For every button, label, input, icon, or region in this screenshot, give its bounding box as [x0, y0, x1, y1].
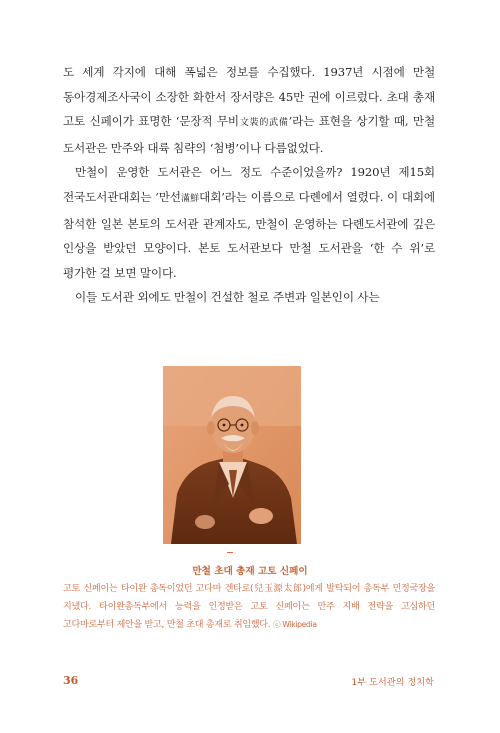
paragraph-2-text-a: 만철이 운영한 도서관은 어느 정도 수준이었을까? 1920년 제15회 전국도서관대회는 ‘만선 [63, 165, 435, 204]
paragraph-1-hanja: 文裝的武備 [238, 118, 289, 129]
page-number: 36 [63, 674, 79, 687]
portrait-photo [163, 366, 301, 544]
paragraph-2 [63, 160, 435, 285]
caption-title: 만철 초대 총재 고토 신페이 [192, 566, 308, 577]
caption-text: 고토 신페이는 타이완 총독이었던 고다마 겐타로(兒玉源太郎)에게 발탁되어 총독부 민정국장을 지냈다. 타이완총독부에서 능력을 인정받은 고토 신페이는 만주 지배 전략을 고심하던 고다마로부터 제안을 받고, 만철 초대 총재로 취임했다. [63, 584, 435, 630]
paragraph-2-text-b: 대회’라는 이름으로 다롄에서 열렸다. 이 대회에 참석한 일본 본토의 도서관 관계자도, 만철이 운영하는 다롄도서관에 깊은 인상을 받았던 모양이다. 본토 도서관보다 만철 도서관을 ‘한 수 위’로 평가한 걸 보면 말이다. [63, 189, 435, 280]
paragraph-1-text-a: 도 세계 각지에 대해 폭넓은 정보를 수집했다. 1937년 시점에 만철 동아경제조사국이 소장한 화한서 장서량은 45만 권에 이르렀다. 초대 총재 고토 신페이가 표명한 ‘문장적 무비 [63, 65, 435, 129]
paragraph-3: 이들 도서관 외에도 만철이 건설한 철로 주변과 일본인이 사는 [75, 290, 380, 305]
paragraph-2-hanja: 滿鮮 [180, 193, 200, 204]
running-footer-chapter: 1부 도서관의 정치학 [351, 677, 434, 688]
paragraph-1 [63, 60, 435, 160]
caption-body [63, 580, 435, 634]
caption-divider [227, 552, 233, 553]
body-text [63, 60, 435, 310]
paragraph-1-text-b: ’라는 표현을 상기할 때, 만철 도서관은 만주와 대륙 침략의 ‘첨병’이나 다름없었다. [63, 114, 435, 155]
portrait-illustration [163, 366, 301, 544]
caption-credit: ⓒ Wikipedia [272, 620, 317, 629]
